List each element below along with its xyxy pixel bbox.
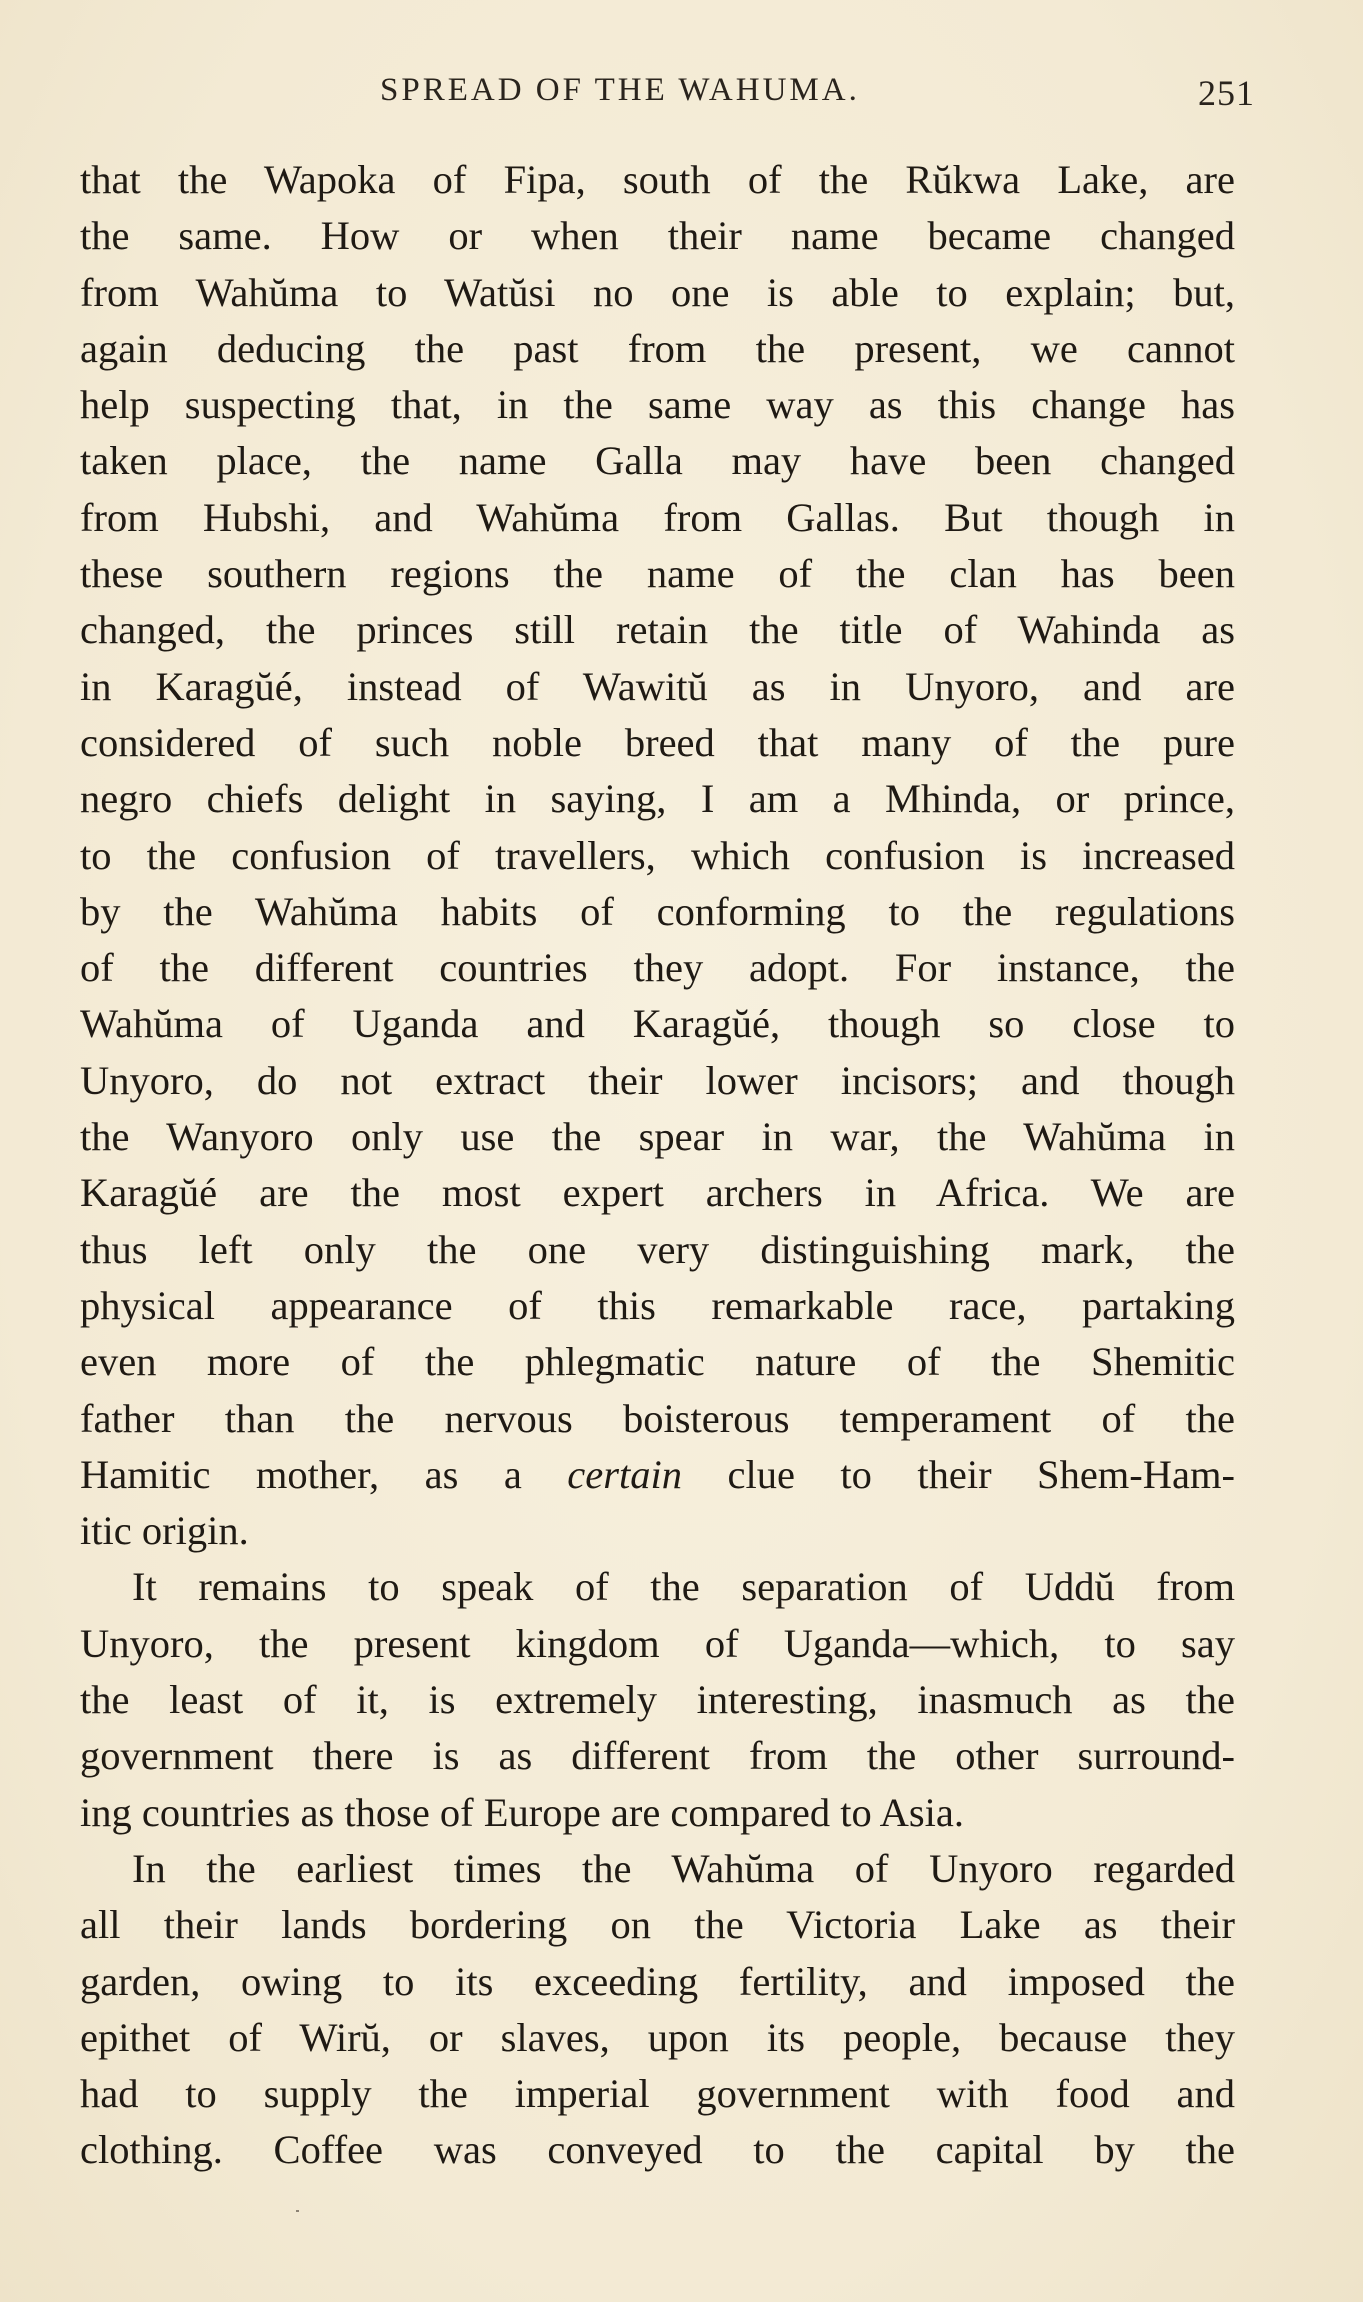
text-line: negro chiefs delight in saying, I am a Mhinda, or prince, <box>80 776 1235 822</box>
text-line: changed, the princes still retain the title of Wahinda as <box>80 607 1235 653</box>
text-line: Unyoro, the present kingdom of Uganda—which, to say <box>80 1620 1235 1666</box>
text-line: help suspecting that, in the same way as this change has <box>80 382 1235 428</box>
text-line: the Wanyoro only use the spear in war, the Wahŭma in <box>80 1114 1235 1160</box>
text-line: in Karagŭé, instead of Wawitŭ as in Unyoro, and are <box>80 663 1235 709</box>
text-line: from Wahŭma to Watŭsi no one is able to explain; but, <box>80 269 1235 315</box>
text-line: clothing. Coffee was conveyed to the capital by the <box>80 2127 1235 2173</box>
text-line: epithet of Wirŭ, or slaves, upon its people, because they <box>80 2014 1235 2060</box>
body-text <box>80 152 1235 2179</box>
running-head <box>0 72 1363 122</box>
text-line: taken place, the name Galla may have been changed <box>80 438 1235 484</box>
text-line: even more of the phlegmatic nature of the Shemitic <box>80 1339 1235 1385</box>
text-line: the least of it, is extremely interesting, inasmuch as the <box>80 1677 1235 1723</box>
text-line: that the Wapoka of Fipa, south of the Rŭkwa Lake, are <box>80 157 1235 202</box>
paragraph-3 <box>80 1841 1235 2179</box>
page-number: 251 <box>1198 73 1255 113</box>
text-line: of the different countries they adopt. For instance, the <box>80 945 1235 991</box>
paragraph-2 <box>80 1559 1235 1840</box>
text-run: clue to their Shem-Ham- <box>682 1451 1235 1497</box>
text-line: thus left only the one very distinguishing mark, the <box>80 1226 1235 1272</box>
text-line-with-emphasis <box>80 1447 1235 1503</box>
text-line: considered of such noble breed that many of the pure <box>80 719 1235 765</box>
text-line: Unyoro, do not extract their lower incisors; and though <box>80 1057 1235 1103</box>
print-speck <box>296 2210 299 2212</box>
text-line: the same. How or when their name became changed <box>80 213 1235 259</box>
text-line: It remains to speak of the separation of Uddŭ from <box>132 1564 1235 1610</box>
text-line: to the confusion of travellers, which confusion is increased <box>80 832 1235 878</box>
text-line: from Hubshi, and Wahŭma from Gallas. But though in <box>80 494 1235 540</box>
text-line: In the earliest times the Wahŭma of Unyoro regarded <box>132 1845 1235 1891</box>
text-line: garden, owing to its exceeding fertility, and imposed the <box>80 1958 1235 2004</box>
text-line: again deducing the past from the present, we cannot <box>80 325 1235 371</box>
paragraph-1 <box>80 152 1235 1559</box>
text-run: Hamitic mother, as a <box>80 1451 568 1497</box>
text-line: physical appearance of this remarkable race, partaking <box>80 1282 1235 1328</box>
text-line: government there is as different from the other surround- <box>80 1733 1235 1779</box>
text-line: by the Wahŭma habits of conforming to the regulations <box>80 888 1235 934</box>
text-line: ing countries as those of Europe are compared to Asia. <box>80 1789 964 1835</box>
running-title: SPREAD OF THE WAHUMA. <box>380 72 860 108</box>
text-line: Wahŭma of Uganda and Karagŭé, though so close to <box>80 1001 1235 1047</box>
text-line: had to supply the imperial government with food and <box>80 2071 1235 2117</box>
text-line: all their lands bordering on the Victoria Lake as their <box>80 1902 1235 1948</box>
emphasis-word: certain <box>567 1451 682 1497</box>
text-line: itic origin. <box>80 1508 249 1554</box>
text-line: these southern regions the name of the clan has been <box>80 551 1235 597</box>
text-line: Karagŭé are the most expert archers in Africa. We are <box>80 1170 1235 1216</box>
text-line: father than the nervous boisterous temperament of the <box>80 1395 1235 1441</box>
